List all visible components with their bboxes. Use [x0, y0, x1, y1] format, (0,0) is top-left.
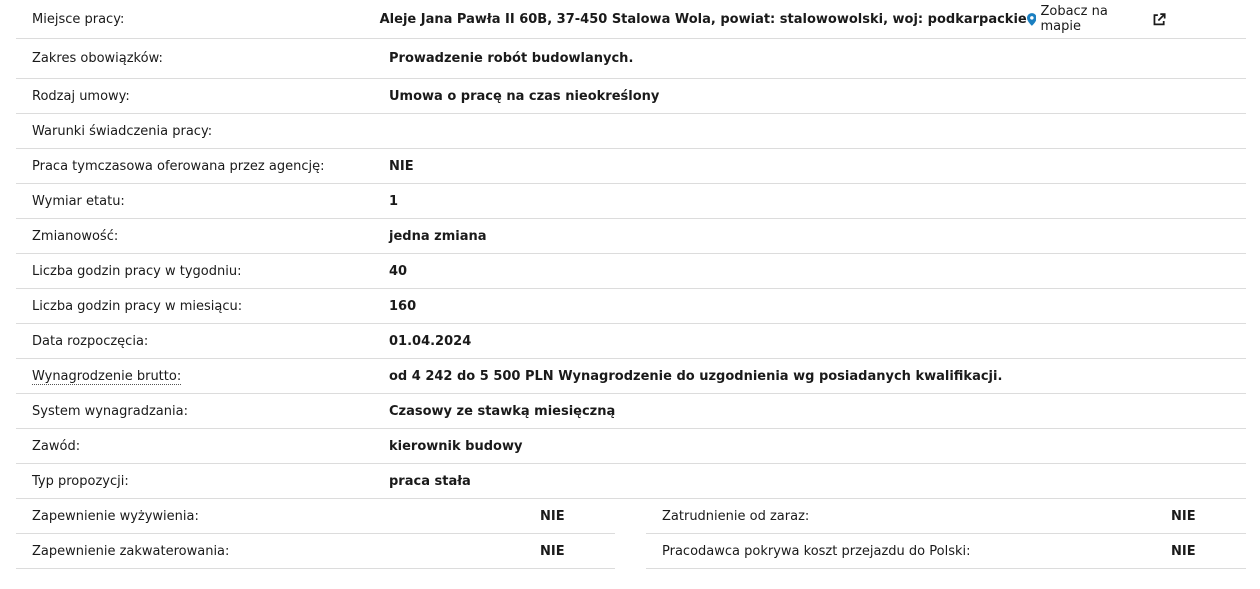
- row-label: Liczba godzin pracy w tygodniu:: [32, 263, 242, 279]
- row-travel-cost: [646, 534, 1246, 569]
- row-label: Wymiar etatu:: [32, 193, 125, 209]
- benefits-left-column: [16, 499, 615, 569]
- row-value: praca stała: [389, 473, 471, 489]
- row-label: Zatrudnienie od zaraz:: [662, 508, 810, 524]
- row-value: NIE: [389, 158, 414, 174]
- row-value: Czasowy ze stawką miesięczną: [389, 403, 616, 419]
- row-label: Pracodawca pokrywa koszt przejazdu do Polski:: [662, 543, 971, 559]
- row-value: 160: [389, 298, 417, 314]
- row-label: Zapewnienie wyżywienia:: [32, 508, 199, 524]
- row-temporary-work: [16, 149, 1246, 184]
- row-label: Rodzaj umowy:: [32, 88, 130, 104]
- row-shifts: [16, 219, 1246, 254]
- row-label: Warunki świadczenia pracy:: [32, 123, 213, 139]
- row-weekly-hours: [16, 254, 1246, 289]
- row-label: Data rozpoczęcia:: [32, 333, 149, 349]
- benefits-right-column: [646, 499, 1246, 569]
- row-label[interactable]: [16, 369, 389, 384]
- external-link-icon[interactable]: [1153, 13, 1166, 26]
- row-value: kierownik budowy: [389, 438, 523, 454]
- row-gross-salary: [16, 359, 1246, 394]
- row-label: Zakres obowiązków:: [32, 51, 163, 66]
- row-label: Liczba godzin pracy w miesiącu:: [32, 298, 243, 314]
- row-value: NIE: [540, 508, 565, 524]
- row-value: Umowa o pracę na czas nieokreślony: [389, 88, 660, 104]
- row-accommodation: [16, 534, 615, 569]
- row-food: [16, 499, 615, 534]
- row-value: NIE: [1171, 543, 1196, 559]
- row-value: 40: [389, 263, 408, 279]
- row-label: Praca tymczasowa oferowana przez agencję:: [32, 158, 325, 174]
- row-work-conditions: [16, 114, 1246, 149]
- row-value: 01.04.2024: [389, 333, 472, 349]
- row-contract-type: [16, 79, 1246, 114]
- row-value: jedna zmiana: [389, 228, 487, 244]
- row-label: Zawód:: [32, 438, 81, 454]
- row-label: Zapewnienie zakwaterowania:: [32, 543, 230, 559]
- map-link-label[interactable]: Zobacz na mapie: [1040, 4, 1108, 34]
- row-value: 1: [389, 193, 399, 209]
- row-label: System wynagradzania:: [32, 403, 188, 419]
- row-label: Zmianowość:: [32, 228, 119, 244]
- row-duties: [16, 39, 1246, 79]
- row-value: NIE: [1171, 508, 1196, 524]
- row-value: Prowadzenie robót budowlanych.: [389, 51, 634, 66]
- row-workplace: [16, 0, 1246, 39]
- map-pin-icon: [1027, 13, 1037, 26]
- gross-salary-tooltip-term[interactable]: Wynagrodzenie brutto:: [32, 368, 182, 384]
- benefits-section: [16, 499, 1246, 569]
- map-link[interactable]: [1027, 4, 1166, 34]
- row-label: Miejsce pracy:: [32, 11, 125, 27]
- row-immediate-employment: [646, 499, 1246, 534]
- row-value: Aleje Jana Pawła II 60B, 37-450 Stalowa Wola, powiat: stalowowolski, woj: podkarpackie: [379, 11, 1027, 27]
- row-start-date: [16, 324, 1246, 359]
- row-value: od 4 242 do 5 500 PLN Wynagrodzenie do uzgodnienia wg posiadanych kwalifikacji.: [389, 368, 1003, 384]
- row-profession: [16, 429, 1246, 464]
- row-offer-type: [16, 464, 1246, 499]
- row-monthly-hours: [16, 289, 1246, 324]
- row-label: Typ propozycji:: [32, 473, 129, 489]
- row-working-time: [16, 184, 1246, 219]
- job-details-table: [16, 0, 1246, 569]
- row-value: NIE: [540, 543, 565, 559]
- row-pay-system: [16, 394, 1246, 429]
